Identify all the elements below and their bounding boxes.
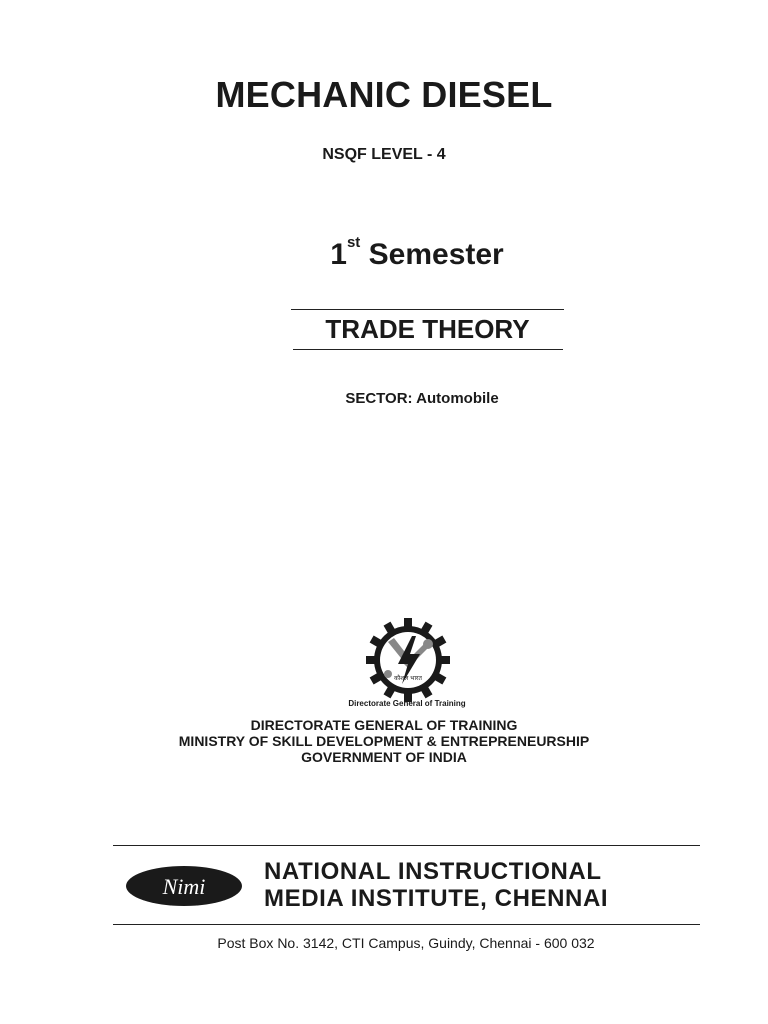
dgt-emblem-icon xyxy=(366,618,450,702)
document-title: MECHANIC DIESEL xyxy=(215,74,553,115)
nsqf-level: NSQF LEVEL - 4 xyxy=(322,146,446,163)
nimi-logo xyxy=(124,864,244,908)
semester-suffix: st xyxy=(346,234,361,251)
org-line-2: MINISTRY OF SKILL DEVELOPMENT & ENTREPRENEURSHIP xyxy=(178,733,590,749)
semester-label: Semester xyxy=(368,238,504,271)
org-line-1: DIRECTORATE GENERAL OF TRAINING xyxy=(250,717,518,733)
divider-top xyxy=(291,309,564,310)
org-line-3: GOVERNMENT OF INDIA xyxy=(301,749,467,765)
divider-bottom xyxy=(293,349,563,350)
publisher-address: Post Box No. 3142, CTI Campus, Guindy, Chennai - 600 032 xyxy=(217,935,595,951)
sector-label: SECTOR: Automobile xyxy=(345,390,499,407)
nimi-logo-text: Nimi xyxy=(162,874,206,899)
publisher-name-line-2: MEDIA INSTITUTE, CHENNAI xyxy=(264,885,609,912)
semester-number: 1 xyxy=(330,238,347,271)
footer-divider-bottom xyxy=(113,924,700,925)
organization-block xyxy=(0,717,768,765)
publisher-name xyxy=(264,858,608,912)
subtitle: TRADE THEORY xyxy=(325,314,530,344)
emblem-caption: Directorate General of Training xyxy=(348,699,466,708)
emblem-hindi-text: कौशल भारत xyxy=(394,675,422,682)
semester-heading xyxy=(0,234,768,272)
footer-divider-top xyxy=(113,845,700,846)
publisher-name-line-1: NATIONAL INSTRUCTIONAL xyxy=(264,858,602,885)
